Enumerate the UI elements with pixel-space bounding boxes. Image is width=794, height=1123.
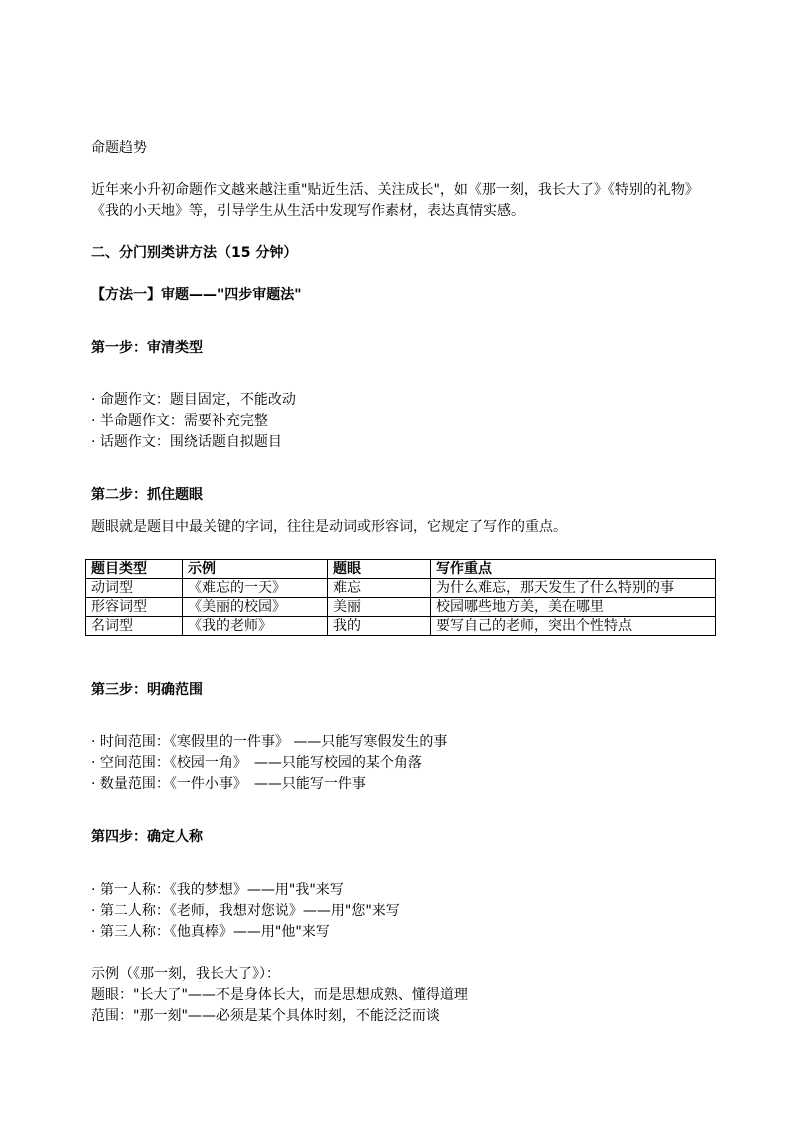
example-line: 题眼："长大了"——不是身体长大，而是思想成熟、懂得道理 <box>91 987 468 1003</box>
table-row <box>86 598 716 617</box>
table-header-cell: 题目类型 <box>86 560 183 579</box>
example-line: 范围："那一刻"——必须是某个具体时刻，不能泛泛而谈 <box>91 1008 440 1024</box>
table-cell: 美丽 <box>328 598 431 617</box>
table-cell: 《美丽的校园》 <box>183 598 328 617</box>
table-cell: 动词型 <box>86 579 183 598</box>
step-3-item: · 数量范围：《一件小事》 ——只能写一件事 <box>91 776 366 792</box>
step-4-item: · 第三人称：《他真棒》——用"他"来写 <box>91 924 330 940</box>
step-1-item: · 话题作文：围绕话题自拟题目 <box>91 434 282 450</box>
title-eye-table <box>85 559 716 636</box>
step-4-item: · 第一人称：《我的梦想》——用"我"来写 <box>91 882 344 898</box>
table-header-cell: 示例 <box>183 560 328 579</box>
table-cell: 难忘 <box>328 579 431 598</box>
step-2-title: 第二步：抓住题眼 <box>91 487 203 503</box>
trend-paragraph: 近年来小升初命题作文越来越注重"贴近生活、关注成长"，如《那一刻，我长大了》《特别的礼物》《我的小天地》等，引导学生从生活中发现写作素材，表达真情实感。 <box>91 182 699 219</box>
step-3-item: · 空间范围：《校园一角》 ——只能写校园的某个角落 <box>91 755 422 771</box>
step-3-item: · 时间范围：《寒假里的一件事》 ——只能写寒假发生的事 <box>91 734 448 750</box>
table-cell: 要写自己的老师，突出个性特点 <box>431 617 716 636</box>
table-header-cell: 写作重点 <box>431 560 716 579</box>
step-1-item: · 命题作文：题目固定，不能改动 <box>91 392 296 408</box>
table-cell: 《难忘的一天》 <box>183 579 328 598</box>
table-row <box>86 579 716 598</box>
table-cell: 校园哪些地方美，美在哪里 <box>431 598 716 617</box>
method-1-title: 【方法一】审题——"四步审题法" <box>91 287 302 303</box>
table-header-row <box>86 560 716 579</box>
step-2-description: 题眼就是题目中最关键的字词，往往是动词或形容词，它规定了写作的重点。 <box>91 519 567 535</box>
table-row <box>86 617 716 636</box>
step-4-title: 第四步：确定人称 <box>91 829 203 845</box>
step-1-title: 第一步：审清类型 <box>91 340 203 356</box>
step-4-item: · 第二人称：《老师，我想对您说》——用"您"来写 <box>91 903 400 919</box>
trend-heading: 命题趋势 <box>91 140 147 156</box>
example-title: 示例（《那一刻，我长大了》）： <box>91 966 280 982</box>
table-cell: 《我的老师》 <box>183 617 328 636</box>
table-cell: 名词型 <box>86 617 183 636</box>
section-2-title: 二、分门别类讲方法（15 分钟） <box>91 245 298 261</box>
table-header-cell: 题眼 <box>328 560 431 579</box>
table-cell: 形容词型 <box>86 598 183 617</box>
table-cell: 我的 <box>328 617 431 636</box>
step-3-title: 第三步：明确范围 <box>91 682 203 698</box>
table-cell: 为什么难忘，那天发生了什么特别的事 <box>431 579 716 598</box>
step-1-item: · 半命题作文：需要补充完整 <box>91 413 268 429</box>
